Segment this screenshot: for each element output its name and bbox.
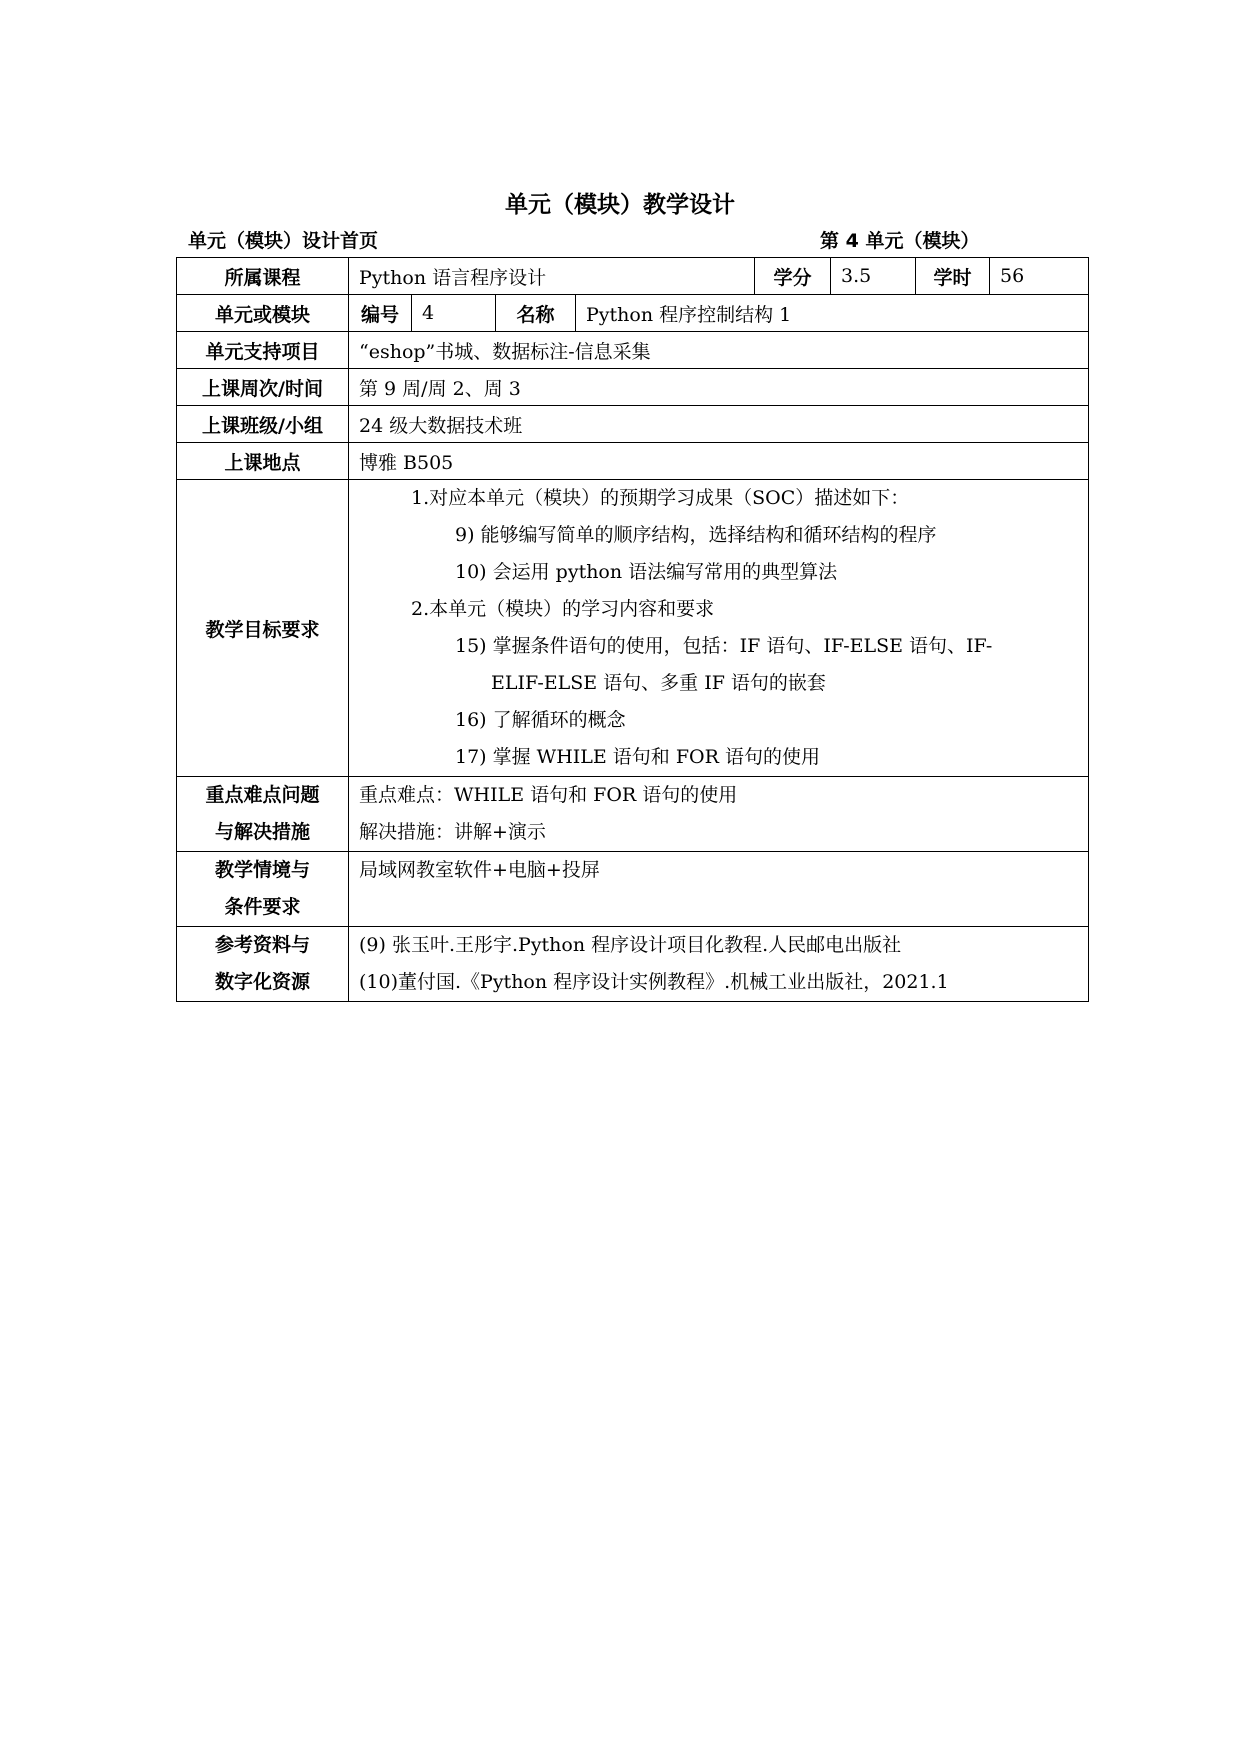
- goal-line: 10) 会运用 python 语法编写常用的典型算法: [455, 561, 838, 583]
- project-value: “eshop”书城、数据标注-信息采集: [349, 332, 1089, 369]
- course-value: Python 语言程序设计: [349, 258, 755, 295]
- project-label: 单元支持项目: [177, 332, 349, 369]
- class-value: 24 级大数据技术班: [349, 406, 1089, 443]
- context-label-line: 条件要求: [224, 896, 301, 918]
- goal-line: 16) 了解循环的概念: [455, 709, 626, 731]
- goal-line: ELIF-ELSE 语句、多重 IF 语句的嵌套: [491, 672, 826, 694]
- reference-line: (10)董付国.《Python 程序设计实例教程》.机械工业出版社，2021.1: [359, 971, 949, 993]
- course-row: [177, 258, 1089, 295]
- goals-label: 教学目标要求: [177, 480, 349, 777]
- reference-line: (9) 张玉叶.王彤宇.Python 程序设计项目化教程.人民邮电出版社: [359, 934, 902, 956]
- class-label: 上课班级/小组: [177, 406, 349, 443]
- references-row: [177, 927, 1089, 1002]
- key-points-label-line: 与解决措施: [214, 821, 310, 843]
- key-points-row: [177, 777, 1089, 852]
- page-title: 单元（模块）教学设计: [505, 192, 735, 218]
- unit-name-label: 名称: [496, 295, 576, 332]
- goal-line: 9) 能够编写简单的顺序结构，选择结构和循环结构的程序: [455, 524, 937, 546]
- key-points-line: 重点难点：WHILE 语句和 FOR 语句的使用: [359, 784, 738, 806]
- schedule-row: [177, 369, 1089, 406]
- goals-content: [349, 480, 1089, 777]
- schedule-label: 上课周次/时间: [177, 369, 349, 406]
- credit-label: 学分: [755, 258, 831, 295]
- key-points-label-line: 重点难点问题: [205, 784, 320, 806]
- context-value: 局域网教室软件+电脑+投屏: [359, 859, 600, 881]
- unit-number-label: 编号: [349, 295, 412, 332]
- unit-number-value: 4: [412, 295, 496, 332]
- context-row: [177, 852, 1089, 927]
- location-row: [177, 443, 1089, 480]
- credit-value: 3.5: [831, 258, 916, 295]
- class-row: [177, 406, 1089, 443]
- references-label-line: 数字化资源: [214, 971, 310, 993]
- key-points-content: [349, 777, 1089, 852]
- project-row: [177, 332, 1089, 369]
- unit-label: 单元或模块: [177, 295, 349, 332]
- references-label: [177, 927, 349, 1002]
- references-content: [349, 927, 1089, 1002]
- goals-row: [177, 480, 1089, 777]
- course-label: 所属课程: [177, 258, 349, 295]
- goal-line: 17) 掌握 WHILE 语句和 FOR 语句的使用: [455, 746, 820, 768]
- context-label: [177, 852, 349, 927]
- key-points-line: 解决措施：讲解+演示: [359, 821, 546, 843]
- context-label-line: 教学情境与: [214, 859, 310, 881]
- context-content: [349, 852, 1089, 927]
- references-label-line: 参考资料与: [214, 934, 310, 956]
- unit-name-value: Python 程序控制结构 1: [576, 295, 1089, 332]
- unit-design-table: [176, 257, 1089, 1002]
- hours-label: 学时: [916, 258, 990, 295]
- key-points-label: [177, 777, 349, 852]
- goal-line: 2.本单元（模块）的学习内容和要求: [411, 598, 715, 620]
- hours-value: 56: [990, 258, 1089, 295]
- subheader-right: 第 4 单元（模块）: [820, 230, 980, 252]
- schedule-value: 第 9 周/周 2、周 3: [349, 369, 1089, 406]
- goal-line: 15) 掌握条件语句的使用，包括：IF 语句、IF-ELSE 语句、IF-: [455, 635, 993, 657]
- goal-line: 1.对应本单元（模块）的预期学习成果（SOC）描述如下：: [411, 487, 910, 509]
- subheader-left: 单元（模块）设计首页: [188, 230, 379, 252]
- location-label: 上课地点: [177, 443, 349, 480]
- location-value: 博雅 B505: [349, 443, 1089, 480]
- unit-row: [177, 295, 1089, 332]
